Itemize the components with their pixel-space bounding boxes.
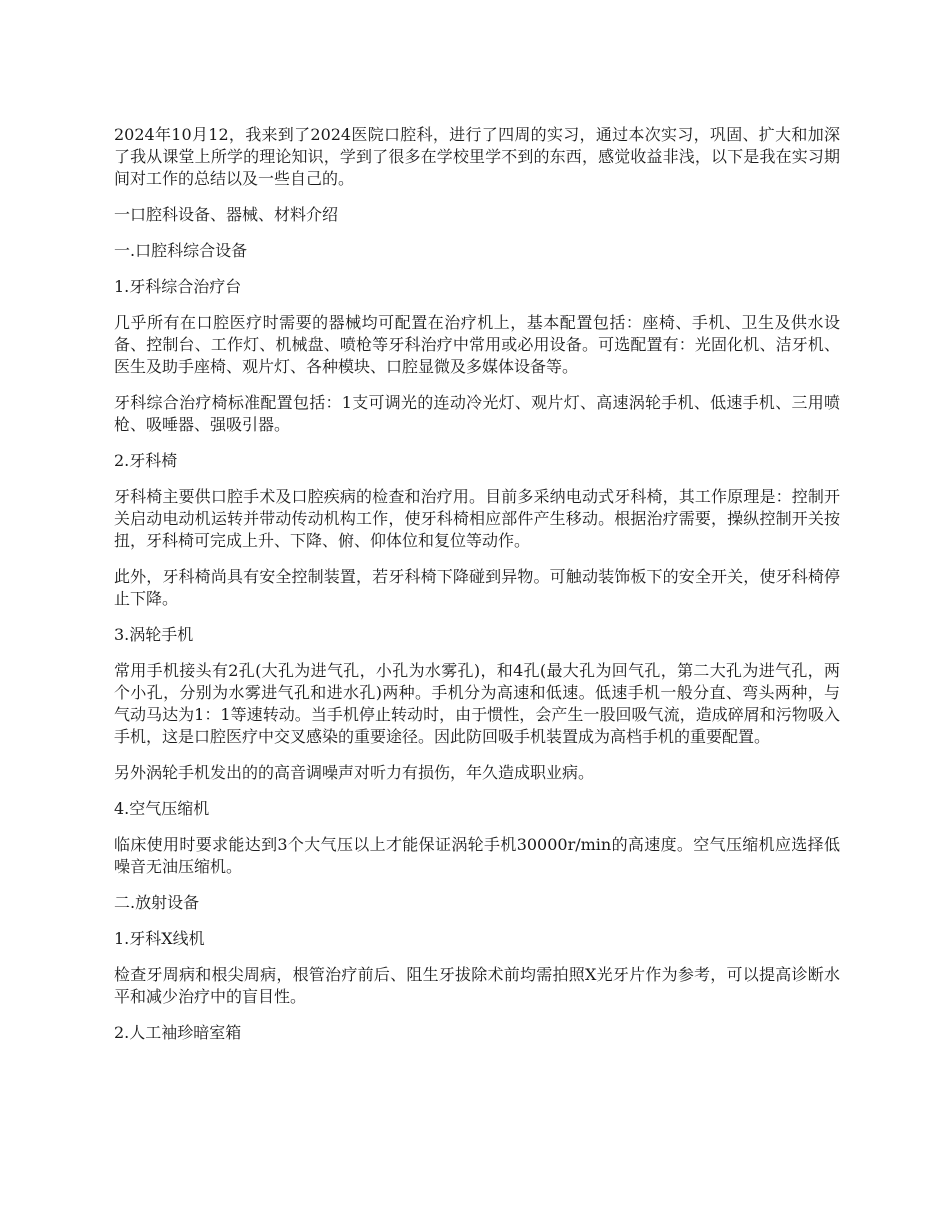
item-heading-dental-xray: 1.牙科X线机	[114, 929, 205, 948]
intro-paragraph: 2024年10月12，我来到了2024医院口腔科，进行了四周的实习，通过本次实习，巩固、扩大和加深了我从课堂上所学的理论知识，学到了很多在学校里学不到的东西，感觉收益非浅，以下是我在实习期间对工作的总结以及一些自己的。	[114, 125, 840, 188]
subsection-heading-comprehensive-equipment: 一.口腔科综合设备	[114, 241, 248, 260]
paragraph-handpiece-connectors: 常用手机接头有2孔(大孔为进气孔，小孔为水雾孔)，和4孔(最大孔为回气孔，第二大孔为进气孔，两个小孔，分别为水雾进气孔和进水孔)两种。手机分为高速和低速。低速手机一般分直、弯头两种，与气动马达为1：1等速转动。当手机停止转动时，由于惯性，会产生一股回吸气流，造成碎屑和污物吸入手机，这是口腔医疗中交叉感染的重要途径。因此防回吸手机装置成为高档手机的重要配置。	[114, 661, 840, 746]
item-heading-treatment-unit: 1.牙科综合治疗台	[114, 277, 242, 296]
item-heading-turbine-handpiece: 3.涡轮手机	[114, 625, 194, 644]
subsection-heading-radiology: 二.放射设备	[114, 893, 200, 912]
document-page	[114, 124, 840, 1058]
paragraph-dental-chair-principle: 牙科椅主要供口腔手术及口腔疾病的检查和治疗用。目前多采纳电动式牙科椅，其工作原理是：控制开关启动电动机运转并带动传动机构工作，使牙科椅相应部件产生移动。根据治疗需要，操纵控制开关按扭，牙科椅可完成上升、下降、俯、仰体位和复位等动作。	[114, 487, 840, 550]
paragraph-dental-xray: 检查牙周病和根尖周病，根管治疗前后、阻生牙拔除术前均需拍照X光牙片作为参考，可以提高诊断水平和减少治疗中的盲目性。	[114, 965, 840, 1006]
paragraph-handpiece-noise: 另外涡轮手机发出的的高音调噪声对听力有损伤，年久造成职业病。	[114, 763, 595, 782]
section-heading-equipment-intro: 一口腔科设备、器械、材料介绍	[114, 205, 339, 224]
item-heading-darkroom-box: 2.人工袖珍暗室箱	[114, 1023, 242, 1042]
paragraph-dental-chair-safety: 此外，牙科椅尚具有安全控制装置，若牙科椅下降碰到异物。可触动装饰板下的安全开关，使牙科椅停止下降。	[114, 567, 840, 608]
item-heading-air-compressor: 4.空气压缩机	[114, 799, 210, 818]
paragraph-treatment-unit-config: 几乎所有在口腔医疗时需要的器械均可配置在治疗机上，基本配置包括：座椅、手机、卫生及供水设备、控制台、工作灯、机械盘、喷枪等牙科治疗中常用或必用设备。可选配置有：光固化机、洁牙机、医生及助手座椅、观片灯、各种模块、口腔显微及多媒体设备等。	[114, 313, 840, 376]
paragraph-treatment-chair-standard: 牙科综合治疗椅标准配置包括：1支可调光的连动冷光灯、观片灯、高速涡轮手机、低速手机、三用喷枪、吸唾器、强吸引器。	[114, 393, 840, 434]
paragraph-air-compressor: 临床使用时要求能达到3个大气压以上才能保证涡轮手机30000r/min的高速度。空气压缩机应选择低噪音无油压缩机。	[114, 835, 840, 876]
item-heading-dental-chair: 2.牙科椅	[114, 451, 178, 470]
